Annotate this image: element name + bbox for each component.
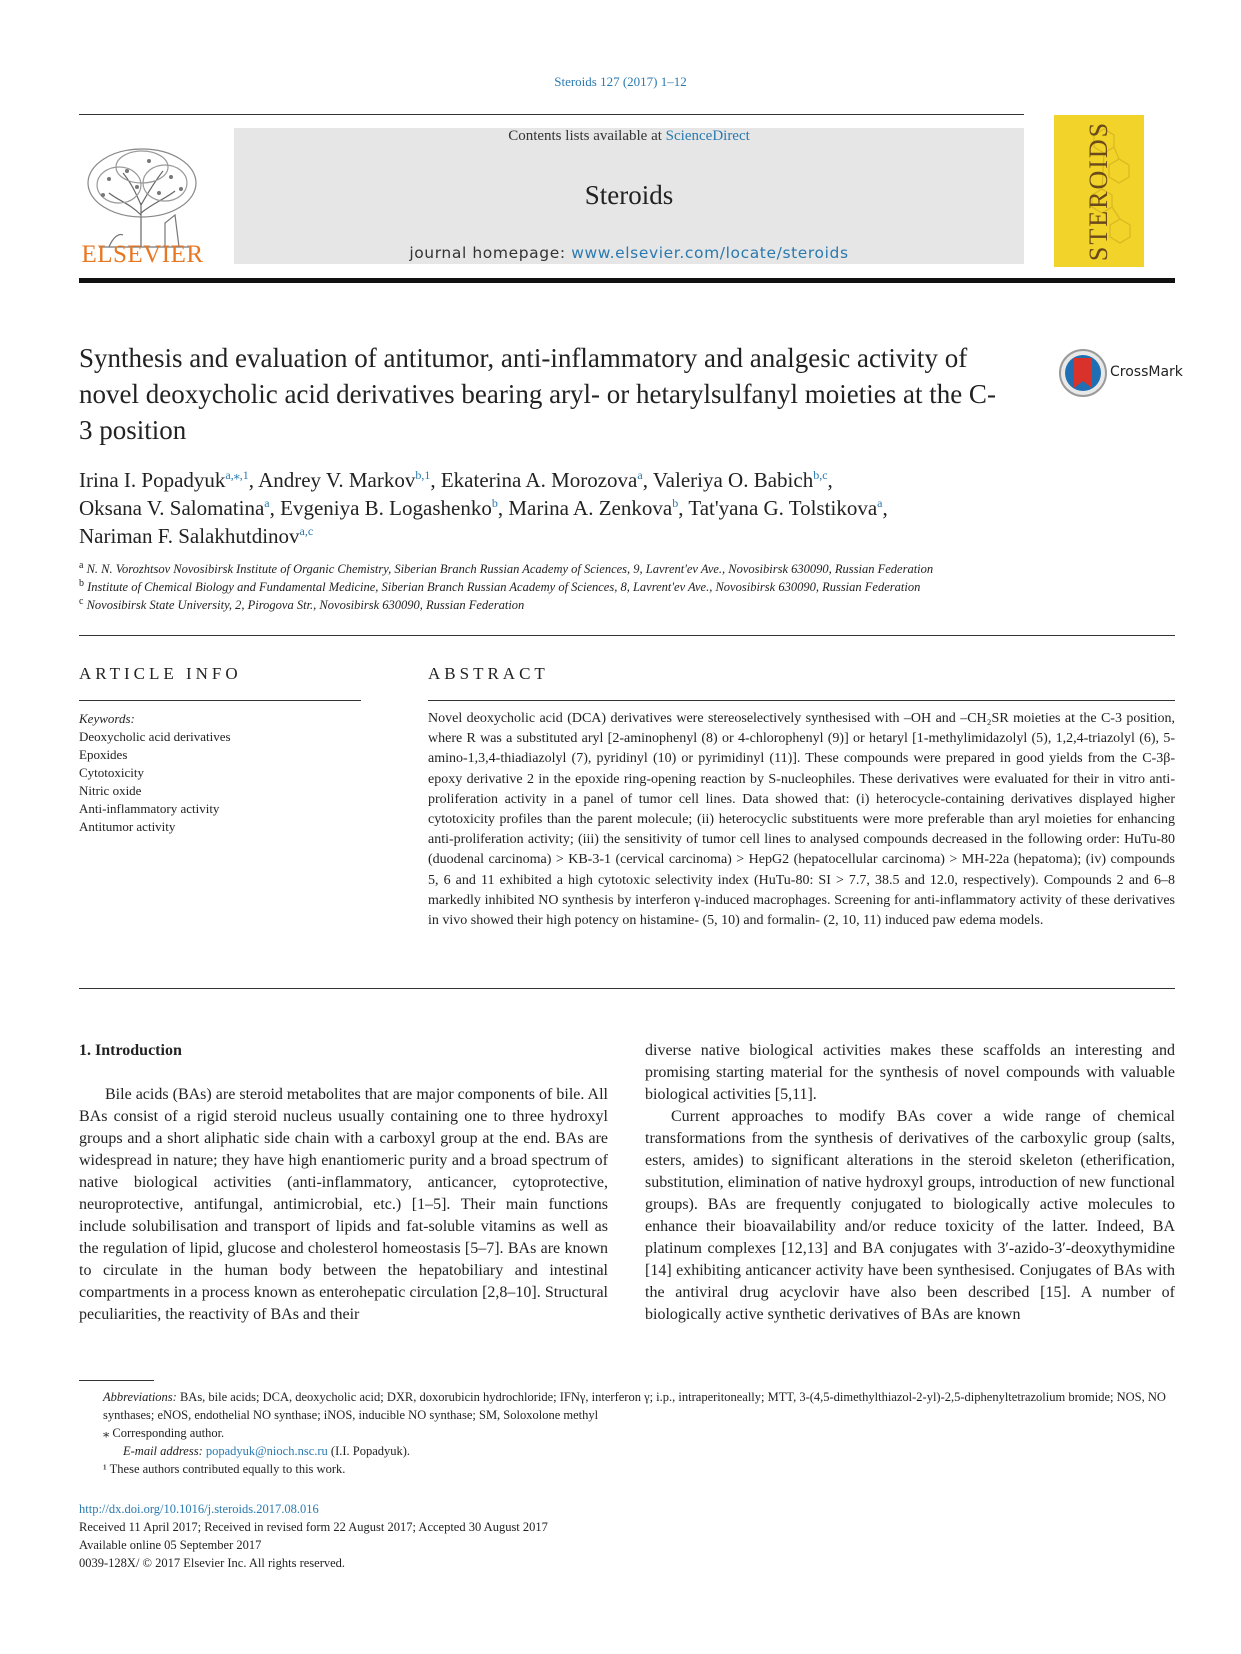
author-list (79, 466, 1139, 550)
affiliation-key: c (79, 595, 84, 607)
journal-homepage-line (234, 244, 1024, 262)
email-link[interactable]: popadyuk@nioch.nsc.ru (205, 1444, 328, 1458)
footnote-rule (79, 1380, 154, 1381)
author-name[interactable]: Marina A. Zenkova (508, 496, 673, 520)
footnotes (79, 1388, 1175, 1478)
article-title: Synthesis and evaluation of antitumor, anti-inflammatory and analgesic activity of novel deoxycholic acid derivatives bearing aryl- or hetarylsulfanyl moieties at the C-3 position (79, 343, 996, 445)
footnote-equal-contribution: ¹ These authors contributed equally to this work. (103, 1462, 346, 1476)
author-name[interactable]: Tat'yana G. Tolstikova (688, 496, 878, 520)
journal-homepage-link[interactable]: www.elsevier.com/locate/steroids (571, 244, 849, 262)
journal-title: Steroids (584, 180, 674, 210)
section-divider (79, 635, 1175, 636)
abbreviations-label: Abbreviations: (103, 1390, 177, 1404)
author-affiliation-marker[interactable]: a (637, 468, 643, 482)
sciencedirect-link[interactable]: ScienceDirect (665, 128, 750, 144)
author-affiliation-marker[interactable]: a,⁎,1 (225, 468, 249, 482)
abstract-text: Novel deoxycholic acid (DCA) derivatives were stereoselectively synthesised with –OH and –CH₂SR moieties at the C-3 position, where R was a substituted aryl [2-aminophenyl (8) or 4-chlorophenyl (9)] or hetaryl [1-methylimidazolyl (5), 1,2,4-triazolyl (6), 5-amino-1,3,4-thiadiazolyl (7), pyridinyl (10) or pyrimidinyl (11)]. These compounds were prepared in good yields from the C-3β-epoxy derivative 2 in the epoxide ring-opening reaction by S-nucleophiles. These derivatives were evaluated for their in vitro anti-proliferation activity in a panel of tumor cell lines. Data showed that: (i) heterocycle-containing derivatives displayed higher cytotoxicity profiles than the parent molecule; (ii) heterocyclic substituents were more preferable than aryl moieties for enhancing anti-proliferation activity; (iii) the sensitivity of tumor cell lines to analysed compounds decreased in the following order: HuTu-80 (duodenal carcinoma) > KB-3-1 (cervical carcinoma) > HepG2 (hepatocellular carcinoma) > MH-22a (hepatoma); (iv) compounds 5, 6 and 11 exhibited a high cytotoxic selectivity index (HuTu-80: SI > 7.7, 38.5 and 12.0, respectively). Compounds 2 and 6–8 markedly inhibited NO synthesis by interferon γ-induced macrophages. Screening for anti-inflammatory activity of these derivatives in vivo showed their high potency on histamine- (5, 10) and formalin- (2, 10, 11) induced paw edema models. (428, 711, 1175, 929)
abstract-rule (428, 700, 1175, 701)
author-affiliation-marker[interactable]: b,c (813, 468, 828, 482)
author-name[interactable]: Valeriya O. Babich (652, 468, 814, 492)
abstract-heading: ABSTRACT (428, 664, 549, 683)
author-affiliation-marker[interactable]: a (877, 496, 883, 510)
author-affiliation-marker[interactable]: b (491, 496, 498, 510)
author-separator: , (430, 468, 441, 492)
author-separator: , (678, 496, 689, 520)
author-name[interactable]: Oksana V. Salomatina (79, 496, 265, 520)
affiliation-key: a (79, 559, 84, 571)
crossmark-icon[interactable] (1058, 348, 1108, 398)
doi-link[interactable]: http://dx.doi.org/10.1016/j.steroids.2017.08.016 (79, 1502, 319, 1516)
available-online-date: Available online 05 September 2017 (79, 1538, 262, 1552)
author-separator: , (827, 468, 833, 492)
cover-title: STEROIDS (1084, 120, 1113, 262)
copyright-line: 0039-128X/ © 2017 Elsevier Inc. All rights reserved. (79, 1556, 346, 1570)
email-owner: (I.I. Popadyuk). (327, 1444, 411, 1458)
body-column-left (79, 1084, 608, 1326)
crossmark-label[interactable]: CrossMark (1110, 364, 1183, 380)
section-divider (79, 988, 1175, 989)
body-column-right (645, 1040, 1175, 1326)
author-separator: , (248, 468, 259, 492)
author-separator: , (497, 496, 509, 520)
author-separator: , (882, 496, 888, 520)
email-label: E-mail address: (123, 1444, 203, 1458)
contents-available-line (234, 128, 1024, 145)
header-top-rule (79, 114, 1024, 115)
author-affiliation-marker[interactable]: a (264, 496, 270, 510)
affiliation-list (79, 560, 1159, 614)
keywords-label: Keywords: (79, 711, 135, 726)
keyword-item: Nitric oxide (79, 783, 142, 798)
article-info-heading: ARTICLE INFO (79, 664, 242, 683)
footnote-corresponding-author: ⁎ Corresponding author. (103, 1426, 225, 1440)
body-paragraph: Current approaches to modify BAs cover a wide range of chemical transformations from the synthesis of derivatives of the carboxylic group (salts, esters, amides) to significant alterations in the steroid skeleton (etherification, substitution, elimination of native hydroxyl groups, introduction of new functional groups). BAs are frequently conjugated to biologically active molecules to enhance their bioavailability and/or reduce toxicity of the latter. Indeed, BA platinum complexes [12,13] and BA conjugates with 3′-azido-3′-deoxythymidine [14] exhibiting anticancer activity have been synthesised. Conjugates of BAs with the antiviral drug acyclovir have also been described [15]. A number of biologically active synthetic derivatives of BAs are known (645, 1108, 1175, 1323)
author-name[interactable]: Irina I. Popadyuk (79, 468, 226, 492)
body-paragraph: Bile acids (BAs) are steroid metabolites that are major components of bile. All BAs consist of a rigid steroid nucleus usually containing one to three hydroxyl groups and a short aliphatic side chain with a carboxyl group at the end. BAs are widespread in nature; they have high enantiomeric purity and a broad spectrum of native biological activities (anti-inflammatory, anticancer, cytoprotective, neuroprotective, antifungal, antimicrobial, etc.) [1–5]. Their main functions include solubilisation and transport of lipids and fat-soluble vitamins as well as the regulation of lipid, glucose and cholesterol homeostasis [5–7]. BAs are known to circulate in the human body between the hepatobiliary and intestinal compartments in a process known as enterohepatic circulation [2,8–10]. Structural peculiarities, the reactivity of BAs and their (79, 1086, 608, 1323)
affiliation-text: Institute of Chemical Biology and Fundamental Medicine, Siberian Branch Russian Academy of Sciences, 8, Lavrent'ev Ave., Novosibirsk 630090, Russian Federation (87, 580, 921, 594)
affiliation-text: N. N. Vorozhtsov Novosibirsk Institute of Organic Chemistry, Siberian Branch Russian Academy of Sciences, 9, Lavrent'ev Ave., Novosibirsk 630090, Russian Federation (86, 562, 934, 576)
author-name[interactable]: Ekaterina A. Morozova (440, 468, 638, 492)
journal-cover-image (1054, 115, 1144, 267)
affiliation-key: b (79, 577, 84, 589)
author-name[interactable]: Nariman F. Salakhutdinov (79, 524, 300, 548)
section-heading-introduction: 1. Introduction (79, 1042, 182, 1059)
author-affiliation-marker[interactable]: a,c (299, 524, 314, 538)
footnote-email (79, 1442, 1175, 1460)
article-info-rule (79, 700, 361, 701)
keywords-block (79, 710, 361, 836)
author-name[interactable]: Andrey V. Markov (258, 468, 416, 492)
journal-reference[interactable]: Steroids 127 (2017) 1–12 (554, 74, 687, 89)
keyword-item: Anti-inflammatory activity (79, 801, 220, 816)
affiliation-item (79, 578, 1159, 596)
affiliation-item (79, 596, 1159, 614)
homepage-prefix: journal homepage: (409, 244, 572, 262)
footnote-abbreviations (79, 1388, 1175, 1424)
abbreviations-text: BAs, bile acids; DCA, deoxycholic acid; DXR, doxorubicin hydrochloride; IFNγ, interferon γ; i.p., intraperitoneally; MTT, 3-(4,5-dimethylthiazol-2-yl)-2,5-diphenyltetrazolium bromide; NOS, NO synthases; eNOS, endothelial NO synthase; iNOS, inducible NO synthase; SM, Soloxolone methyl (103, 1390, 1166, 1422)
body-paragraph: diverse native biological activities makes these scaffolds an interesting and promising starting material for the synthesis of novel compounds with valuable biological activities [5,11]. (645, 1042, 1175, 1103)
author-separator: , (642, 468, 653, 492)
affiliation-text: Novosibirsk State University, 2, Pirogova Str., Novosibirsk 630090, Russian Federation (86, 598, 525, 612)
publication-info (79, 1500, 879, 1572)
author-affiliation-marker[interactable]: b (672, 496, 679, 510)
keyword-item: Antitumor activity (79, 819, 176, 834)
contents-prefix: Contents lists available at (508, 128, 666, 144)
header-thick-rule (79, 278, 1175, 283)
author-affiliation-marker[interactable]: b,1 (415, 468, 431, 482)
keyword-item: Deoxycholic acid derivatives (79, 729, 231, 744)
elsevier-wordmark: ELSEVIER (81, 241, 204, 268)
received-dates: Received 11 April 2017; Received in revised form 22 August 2017; Accepted 30 August 2017 (79, 1520, 548, 1534)
keyword-item: Epoxides (79, 747, 128, 762)
keyword-item: Cytotoxicity (79, 765, 144, 780)
author-separator: , (269, 496, 281, 520)
author-name[interactable]: Evgeniya B. Logashenko (280, 496, 492, 520)
affiliation-item (79, 560, 1159, 578)
